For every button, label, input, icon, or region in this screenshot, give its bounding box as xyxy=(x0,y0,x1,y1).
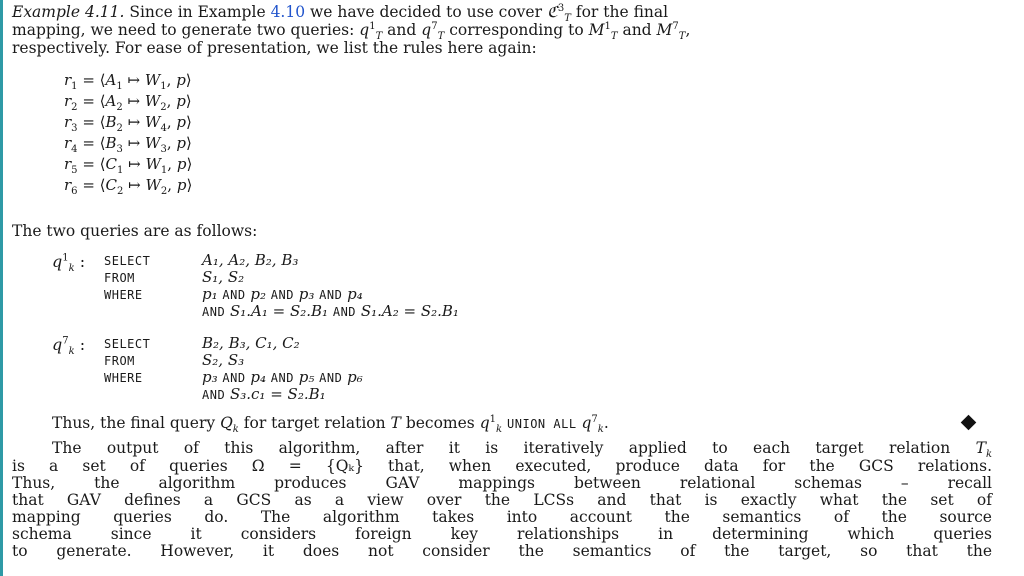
q7-label: $q^7_k$ : xyxy=(52,335,86,358)
rule-2: $r_2$ = $⟨A_2$ ↦ $W_2$, p⟩ xyxy=(64,92,192,113)
para-line-4: that GAV defines a GCS as a view over the LCSs and that is exactly what the set of xyxy=(12,491,992,509)
rule-4: $r_4$ = $⟨B_3$ ↦ $W_3$, p⟩ xyxy=(64,134,192,155)
intro-line-2: mapping, we need to generate two queries: $q^1_T$ and $q^7_T$ corresponding to $M^1_T$ and $M^7_T$, xyxy=(12,20,691,43)
rule-5: $r_5$ = $⟨C_1$ ↦ $W_1$, p⟩ xyxy=(64,155,193,176)
intro-line-1: Example 4.11. Since in Example 4.10 we have decided to use cover ℭ$^3_T$ for the final xyxy=(12,2,669,25)
queries-intro: The two queries are as follows: xyxy=(12,222,258,240)
para-line-6: schema since it considers foreign key relationships in determining which queries xyxy=(12,525,992,543)
rule-3: $r_3$ = $⟨B_2$ ↦ $W_4$, p⟩ xyxy=(64,113,192,134)
q1-from-list: S₁, S₂ xyxy=(202,268,245,286)
left-accent-bar xyxy=(0,0,3,576)
para-line-3: Thus, the algorithm produces GAV mappings between relational schemas – recall xyxy=(12,474,992,492)
q1-where-line-2: AND S₁.A₁ = S₂.B₁ AND S₁.A₂ = S₂.B₁ xyxy=(202,302,459,320)
example-ref-link[interactable]: 4.10 xyxy=(270,3,306,21)
rule-1: $r_1$ = $⟨A_1$ ↦ $W_1$, p⟩ xyxy=(64,71,192,92)
final-query-line: Thus, the final query $Q_k$ for target relation T becomes $q^1_k$ UNION ALL $q^7_k$. xyxy=(52,413,609,436)
page: Example 4.11. Since in Example 4.10 we have decided to use cover ℭ$^3_T$ for the final mapping, we need to generate two queries: $q^1_T$ and $q^7_T$ corresponding to $M^1_T$ and $M^7_T$, respectively. For ease of presentation, we list the rules here again: $r_1$ = $⟨A_1$ ↦ $W_1$, p⟩ $r_2$ = $⟨A_2$ ↦ $W_2$, p⟩ $r_3$ = $⟨B_2$ ↦ $W_4$, p⟩ $r_4$ = $⟨B_3$ ↦ $W_3$, p⟩ $r_5$ = $⟨C_1$ ↦ $W_1$, p⟩ $r_6$ = $⟨C_2$ ↦ $W_2$, p⟩ The two queries are as follows: $q^1_k$ : SELECT A₁, A₂, B₂, B₃ FROM S₁, S₂ WHERE p₁ AND p₂ AND p₃ AND p₄ AND S₁.A₁ = S₂.B₁ AND S₁.A₂ = S₂.B₁ $q^7_k$ : SELECT B₂, B₃, C₁, C₂ FROM S₂, S₃ WHERE p₃ AND p₄ AND p₅ AND p₆ AND S₃.c₁ = S₂.B₁ Thus, the final query $Q_k$ for target relation T becomes $q^1_k$ UNION ALL $q^7_k$. The output of this algorithm, after it is iteratively applied to each target relation $T_k$ is a set of queries Ω = {Qₖ} that, when executed, produce data for the GCS relations. Thus, the algorithm produces GAV mappings between relational schemas – recall that GAV defines a GCS as a view over the LCSs and that is exactly what the set of mapping queries do. The algorithm takes into account the semantics of the source schema since it considers foreign key relationships in determining which queries to generate. However, it does not consider the semantics of the target, so that the xyxy=(12,2,992,560)
q7-where-line-1: p₃ AND p₄ AND p₅ AND p₆ xyxy=(202,368,363,386)
q1-where-line-1: p₁ AND p₂ AND p₃ AND p₄ xyxy=(202,285,363,303)
q7-where-line-2: AND S₃.c₁ = S₂.B₁ xyxy=(202,385,326,403)
q7-select-list: B₂, B₃, C₁, C₂ xyxy=(202,334,300,352)
end-of-example-diamond-icon xyxy=(961,415,977,431)
rule-6: $r_6$ = $⟨C_2$ ↦ $W_2$, p⟩ xyxy=(64,176,193,197)
intro-line-3: respectively. For ease of presentation, we list the rules here again: xyxy=(12,39,537,57)
para-line-2: is a set of queries Ω = {Qₖ} that, when executed, produce data for the GCS relations. xyxy=(12,457,992,475)
example-lead: Example 4.11. xyxy=(12,3,125,21)
q1-label: $q^1_k$ : xyxy=(52,252,86,275)
para-line-1: The output of this algorithm, after it is iteratively applied to each target relation $T_k$ xyxy=(52,439,992,461)
para-line-7: to generate. However, it does not consider the semantics of the target, so that the xyxy=(12,542,992,560)
q1-select-list: A₁, A₂, B₂, B₃ xyxy=(202,251,299,269)
q7-from-list: S₂, S₃ xyxy=(202,351,245,369)
para-line-5: mapping queries do. The algorithm takes into account the semantics of the source xyxy=(12,508,992,526)
